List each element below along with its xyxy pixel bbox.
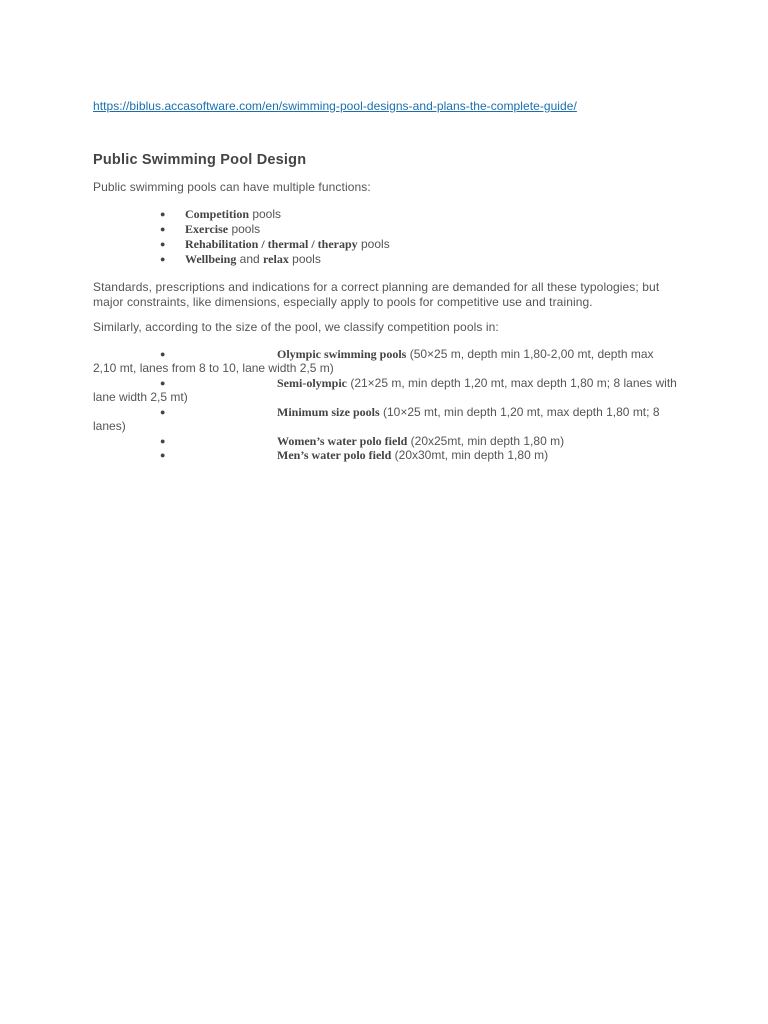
function-connector: and [236, 252, 264, 267]
competition-pools-list [93, 347, 678, 463]
bullet-icon: ● [160, 348, 166, 359]
pool-type-name: Semi-olympic [277, 375, 347, 390]
list-item [93, 376, 678, 405]
standards-paragraph: Standards, prescriptions and indications for a correct planning are demanded for all these typologies; but major constraints, like dimensions, especially apply to pools for competitive use and training. [93, 280, 660, 309]
pool-functions-list [160, 207, 678, 268]
classification-paragraph: Similarly, according to the size of the pool, we classify competition pools in: [93, 320, 499, 335]
list-item [160, 207, 678, 222]
function-name: relax [263, 252, 289, 267]
bullet-icon: ● [160, 435, 166, 446]
pool-type-specs: (50×25 m, depth min 1,80-2,00 mt, depth max 2,10 mt, lanes from 8 to 10, lane width 2,5 m) [93, 346, 654, 376]
intro-paragraph: Public swimming pools can have multiple functions: [93, 180, 371, 194]
function-suffix: pools [288, 252, 321, 267]
bullet-icon: ● [160, 377, 166, 388]
function-name: Exercise [185, 221, 229, 236]
list-item [160, 252, 678, 267]
bullet-icon: ● [160, 208, 166, 219]
list-item [93, 347, 678, 376]
pool-type-name: Olympic swimming pools [277, 346, 407, 361]
bullet-icon: ● [160, 254, 166, 265]
pool-type-name: Minimum size pools [277, 404, 380, 419]
source-link[interactable]: https://biblus.accasoftware.com/en/swimming-pool-designs-and-plans-the-complete-guide/ [93, 99, 577, 113]
pool-type-specs: (10×25 mt, min depth 1,20 mt, max depth 1,80 mt; 8 lanes) [93, 404, 660, 434]
list-item [93, 405, 678, 434]
list-item [160, 237, 678, 252]
function-suffix: pools [228, 221, 261, 236]
function-name: Wellbeing [185, 252, 237, 267]
function-name: Competition [185, 206, 249, 221]
function-suffix: pools [249, 206, 282, 221]
function-suffix: pools [357, 236, 390, 251]
bullet-icon: ● [160, 450, 166, 461]
pool-type-name: Women’s water polo field [277, 433, 408, 448]
pool-type-specs: (20x30mt, min depth 1,80 m) [391, 448, 549, 463]
function-name: Rehabilitation / thermal / therapy [185, 236, 358, 251]
list-item [93, 448, 678, 463]
pool-type-specs: (20x25mt, min depth 1,80 m) [407, 433, 565, 448]
pool-type-name: Men’s water polo field [277, 448, 392, 463]
bullet-icon: ● [160, 223, 166, 234]
list-item [93, 434, 678, 449]
document-page [93, 99, 678, 463]
bullet-icon: ● [160, 238, 166, 249]
pool-type-specs: (21×25 m, min depth 1,20 mt, max depth 1,80 m; 8 lanes with lane width 2,5 mt) [93, 375, 677, 405]
list-item [160, 222, 678, 237]
section-heading: Public Swimming Pool Design [93, 152, 307, 168]
bullet-icon: ● [160, 406, 166, 417]
